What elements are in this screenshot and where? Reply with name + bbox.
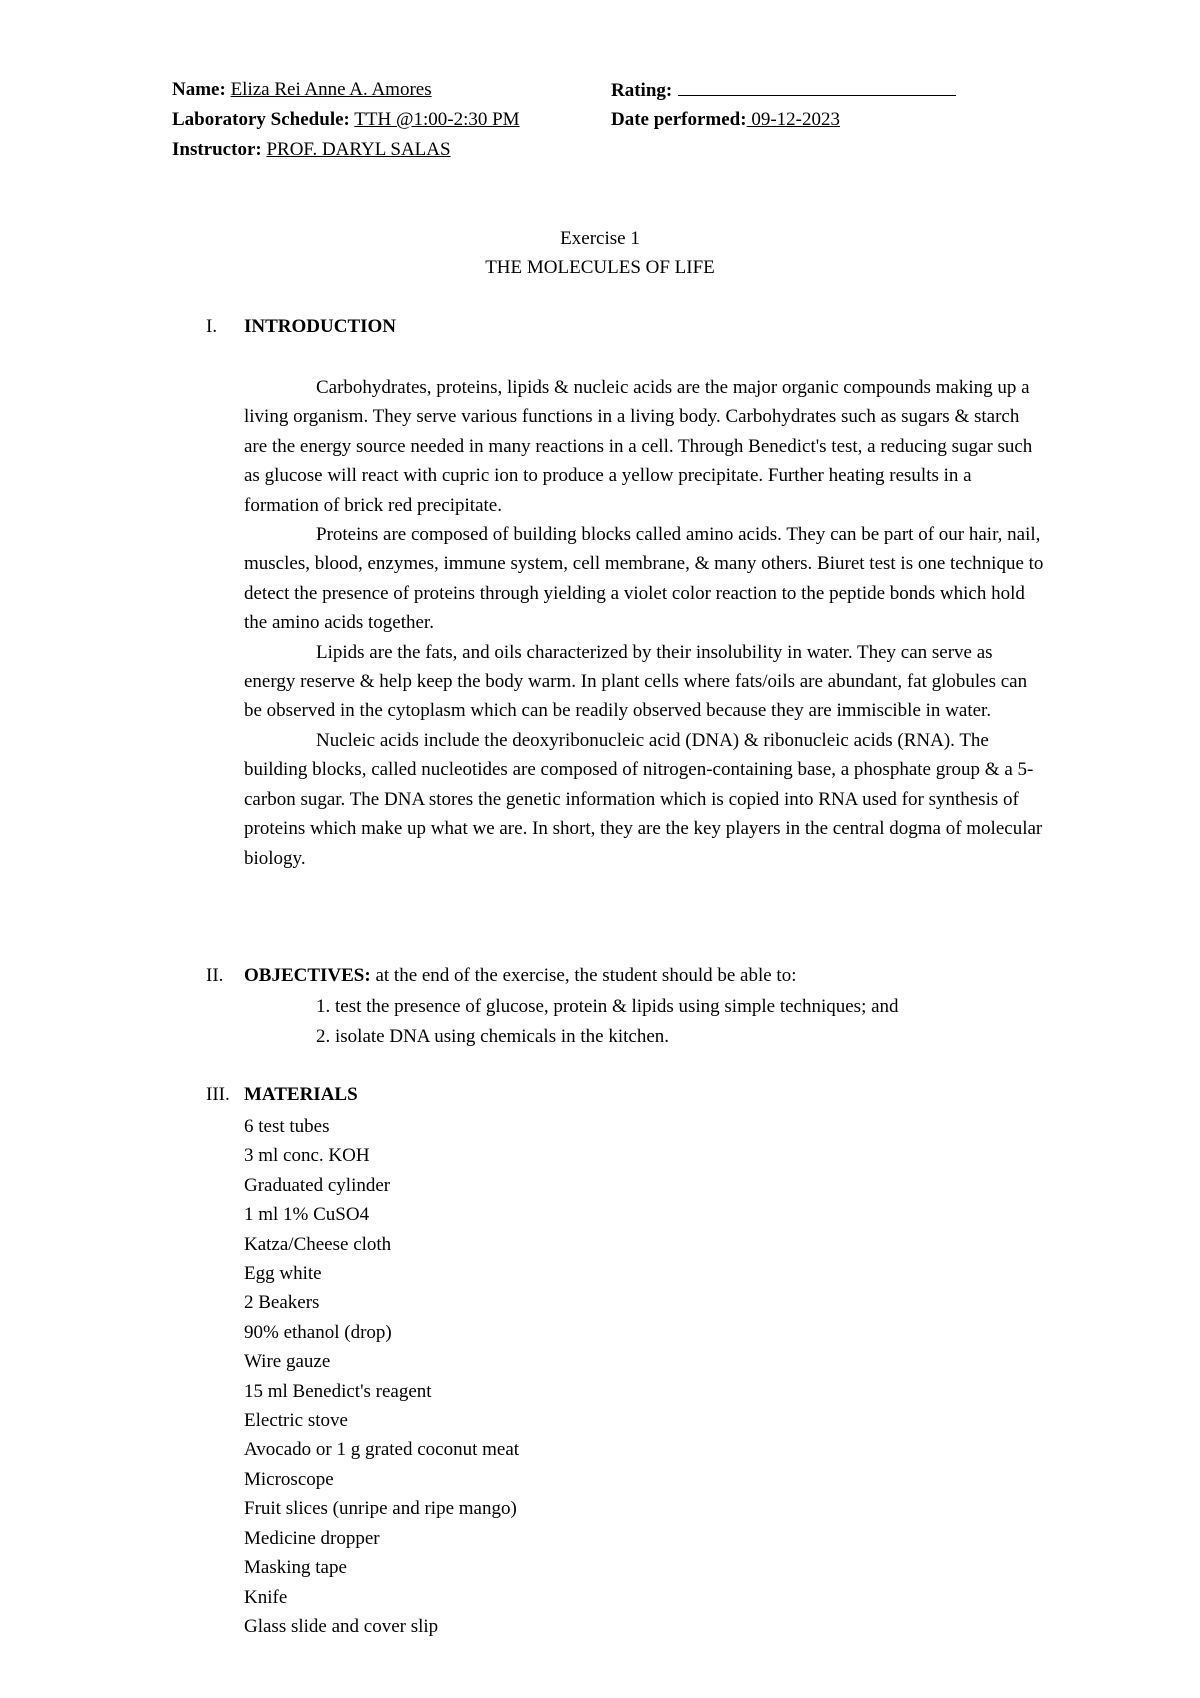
introduction-body [244,373,1044,873]
introduction-heading [206,313,396,341]
introduction-title: INTRODUCTION [244,316,397,337]
material-item: Knife [244,1586,288,1608]
material-item: Glass slide and cover slip [244,1615,439,1637]
rating-blank [678,77,956,96]
name-line [172,77,432,103]
schedule-label: Laboratory Schedule: [172,109,350,130]
material-item: Electric stove [244,1410,348,1432]
instructor-value: PROF. DARYL SALAS [266,139,451,160]
materials-title: MATERIALS [244,1084,358,1105]
name-value: Eliza Rei Anne A. Amores [230,79,432,100]
exercise-title: THE MOLECULES OF LIFE [485,257,715,278]
material-item: Wire gauze [244,1351,331,1373]
name-label: Name: [172,79,226,100]
schedule-value: TTH @1:00-2:30 PM [354,109,520,130]
intro-paragraph-proteins: Proteins are composed of building blocks called amino acids. They can be part of our hair, nail, muscles, blood, enzymes, immune system, cell membrane, & many others. Biuret test is one technique to detect the presence of proteins through yielding a violet color reaction to the peptide bonds which hold the amino acids together. [244,524,1044,634]
material-item: 2 Beakers [244,1292,320,1314]
materials-heading [206,1081,358,1109]
rating-line [611,77,956,103]
material-item: Avocado or 1 g grated coconut meat [244,1439,520,1461]
material-item: Egg white [244,1263,322,1285]
schedule-line [172,107,520,133]
instructor-label: Instructor: [172,139,262,160]
objectives-heading [206,962,797,990]
materials-number: III. [206,1084,230,1105]
material-item: Fruit slices (unripe and ripe mango) [244,1498,517,1520]
material-item: Graduated cylinder [244,1174,391,1196]
material-item: 15 ml Benedict's reagent [244,1380,432,1402]
objectives-number: II. [206,965,224,986]
materials-list [244,1112,519,1641]
intro-paragraph-carbohydrates: Carbohydrates, proteins, lipids & nucleic acids are the major organic compounds making up a living organism. They serve various functions in a living body. Carbohydrates such as sugars & starch are the energy source needed in many reactions in a cell. Through Benedict's test, a reducing sugar such as glucose will react with cupric ion to produce a yellow precipitate. Further heating results in a formation of brick red precipitate. [244,377,1033,516]
material-item: 1 ml 1% CuSO4 [244,1204,370,1226]
instructor-line [172,137,451,163]
objective-item: 2. isolate DNA using chemicals in the kitchen. [316,1025,670,1047]
objectives-list [316,992,899,1051]
date-value: 09-12-2023 [746,109,840,130]
rating-label: Rating: [611,80,673,101]
material-item: Medicine dropper [244,1527,380,1549]
material-item: Katza/Cheese cloth [244,1233,392,1255]
intro-paragraph-nucleic-acids: Nucleic acids include the deoxyribonucleic acid (DNA) & ribonucleic acids (RNA). The building blocks, called nucleotides are composed of nitrogen-containing base, a phosphate group & a 5-carbon sugar. The DNA stores the genetic information which is copied into RNA used for synthesis of proteins which make up what we are. In short, they are the key players in the central dogma of molecular biology. [244,729,1043,869]
material-item: Masking tape [244,1557,347,1579]
objectives-title: OBJECTIVES: [244,965,371,986]
material-item: 3 ml conc. KOH [244,1145,370,1167]
material-item: Microscope [244,1468,334,1490]
objectives-lead: at the end of the exercise, the student should be able to: [370,965,797,986]
material-item: 90% ethanol (drop) [244,1321,392,1343]
date-label: Date performed: [611,109,747,130]
material-item: 6 test tubes [244,1116,330,1137]
exercise-number: Exercise 1 [560,228,640,249]
intro-paragraph-lipids: Lipids are the fats, and oils characterized by their insolubility in water. They can serve as energy reserve & help keep the body warm. In plant cells where fats/oils are abundant, fat globules can be observed in the cytoplasm which can be readily observed because they are immiscible in water. [244,641,1028,722]
date-line [611,107,840,133]
introduction-number: I. [206,316,218,337]
objective-item: 1. test the presence of glucose, protein & lipids using simple techniques; and [316,996,899,1017]
